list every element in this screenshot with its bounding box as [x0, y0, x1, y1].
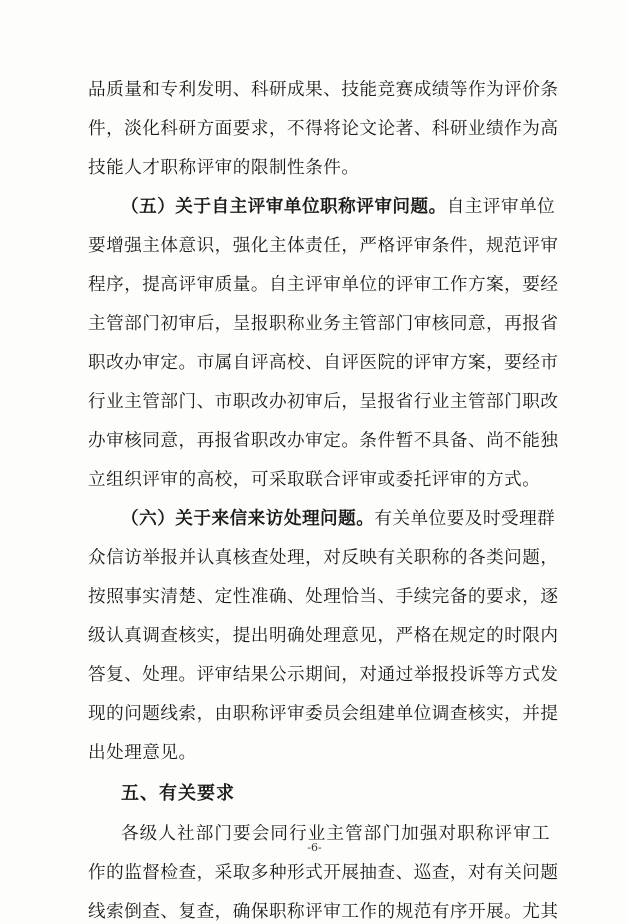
section-lead: （五）关于自主评审单位职称评审问题。 [121, 196, 447, 217]
paragraph-line: 出处理意见。 [88, 743, 197, 763]
paragraph-line: 程序，提高评审质量。自主评审单位的评审工作方案，要经 [88, 275, 559, 295]
paragraph-line: 要增强主体意识，强化主体责任，严格评审条件，规范评审 [88, 236, 559, 256]
paragraph-line [121, 195, 556, 219]
paragraph-line: 答复、处理。评审结果公示期间，对通过举报投诉等方式发 [88, 665, 559, 685]
paragraph-line: 办审核同意，再报省职改办审定。条件暂不具备、尚不能独 [88, 431, 559, 451]
paragraph-line: 立组织评审的高校，可采取联合评审或委托评审的方式。 [88, 470, 541, 490]
paragraph-line: 级认真调查核实，提出明确处理意见，严格在规定的时限内 [88, 626, 559, 646]
paragraph-line: 职改办审定。市属自评高校、自评医院的评审方案，要经市 [88, 353, 559, 373]
paragraph-text: 有关单位要及时受理群 [374, 509, 556, 529]
paragraph-line: 技能人才职称评审的限制性条件。 [88, 158, 360, 178]
section-heading: 五、有关要求 [121, 783, 235, 804]
page-number: -6- [307, 841, 322, 854]
paragraph-line: 作的监督检查，采取多种形式开展抽查、巡查，对有关问题 [88, 863, 559, 883]
paragraph-line: 行业主管部门、市职改办初审后，呈报省行业主管部门职改 [88, 392, 559, 412]
paragraph-line: 各级人社部门要会同行业主管部门加强对职称评审工 [121, 824, 550, 844]
paragraph-line: 件，淡化科研方面要求，不得将论文论著、科研业绩作为高 [88, 119, 559, 139]
paragraph-text: 自主评审单位 [446, 197, 556, 217]
section-lead: （六）关于来信来访处理问题。 [121, 508, 375, 529]
paragraph-line: 按照事实清楚、定性准确、处理恰当、手续完备的要求，逐 [88, 587, 559, 607]
paragraph-line: 主管部门初审后，呈报职称业务主管部门审核同意，再报省 [88, 314, 559, 334]
paragraph-line: 品质量和专利发明、科研成果、技能竞赛成绩等作为评价条 [88, 80, 559, 100]
paragraph-line: 众信访举报并认真核查处理，对反映有关职称的各类问题， [88, 548, 559, 568]
paragraph-line: 线索倒查、复查，确保职称评审工作的规范有序开展。尤其 [88, 902, 559, 922]
paragraph-line: 现的问题线索，由职称评审委员会组建单位调查核实，并提 [88, 704, 559, 724]
paragraph-line [121, 507, 556, 531]
